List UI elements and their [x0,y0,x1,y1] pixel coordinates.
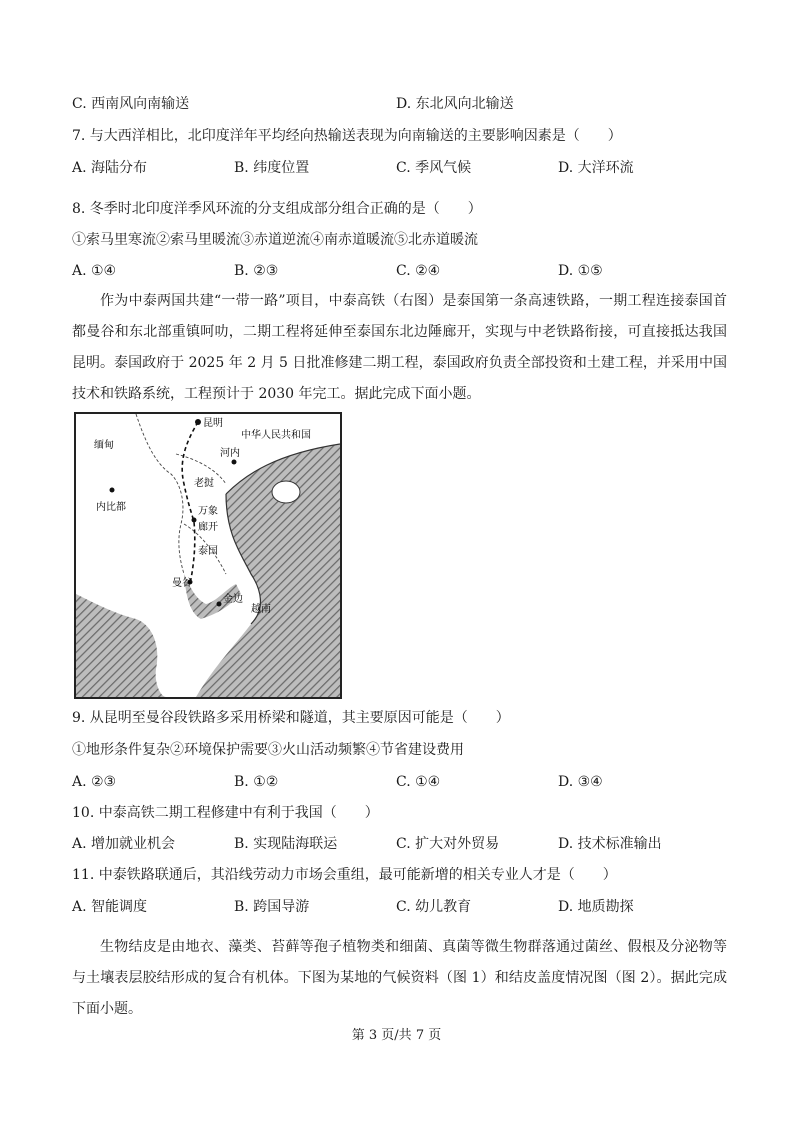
q8-items: ①索马里寒流②索马里暖流③赤道逆流④南赤道暖流⑤北赤道暖流 [72,232,478,248]
hanoi-dot [232,460,237,465]
q9-option-d: D. ③④ [558,774,603,790]
label-myanmar: 缅甸 [94,440,114,451]
phnompenh-dot [217,602,222,607]
label-vietnam: 越南 [251,604,271,615]
label-vientiane: 万象 [198,506,218,517]
kunming-dot [195,419,201,425]
page-number: 第 3 页/共 7 页 [351,1028,442,1043]
label-kunming: 昆明 [203,418,223,429]
q7-option-b: B. 纬度位置 [234,160,310,176]
q6-option-d: D. 东北风向北输送 [396,96,514,112]
q8-option-d: D. ①⑤ [558,263,603,279]
q9-option-b: B. ①② [234,774,279,790]
label-naypyidaw: 内比都 [96,502,126,513]
vientiane-dot [192,518,197,523]
q9-option-a: A. ②③ [72,774,117,790]
q9-option-c: C. ①④ [396,774,441,790]
q8-stem: 8. 冬季时北印度洋季风环流的分支组成部分组合正确的是（ ） [72,201,482,217]
naypyidaw-dot [110,488,115,493]
q11-option-d: D. 地质勘探 [558,899,634,915]
label-china: 中华人民共和国 [241,430,311,441]
q7-option-d: D. 大洋环流 [558,160,634,176]
passage-china-thailand-railway: 作为中泰两国共建“一带一路”项目，中泰高铁（右图）是泰国第一条高速铁路，一期工程连接泰国首都曼谷和东北部重镇呵叻，二期工程将延伸至泰国东北边陲廊开，实现与中老铁路衔接，可直接抵达我国昆明。泰国政府于 2025 年 2 月 5 日批准修建二期工程，泰国政府负责全部投资和土建工程，并采用中国技术和铁路系统，工程预计于 2030 年完工。据此完成下面小题。 [72,293,727,402]
label-bangkok: 曼谷 [172,578,192,589]
q9-items: ①地形条件复杂②环境保护需要③火山活动频繁④节省建设费用 [72,742,464,758]
q10-option-a: A. 增加就业机会 [72,836,176,852]
q11-option-b: B. 跨国导游 [234,899,310,915]
q11-option-c: C. 幼儿教育 [396,899,472,915]
label-phnompenh: 金边 [223,594,243,605]
label-langkai: 廊开 [198,522,218,533]
label-thailand: 泰国 [198,546,218,557]
passage-biological-crust: 生物结皮是由地衣、藻类、苔藓等孢子植物类和细菌、真菌等微生物群落通过菌丝、假根及分泌物等与土壤表层胶结形成的复合有机体。下图为某地的气候资料（图 1）和结皮盖度情况图（图 2）。据此完成下面小题。 [72,939,727,1017]
q11-stem: 11. 中泰铁路联通后，其沿线劳动力市场会重组，最可能新增的相关专业人才是（ ） [72,867,617,883]
q11-option-a: A. 智能调度 [72,899,148,915]
q8-option-a: A. ①④ [72,263,117,279]
q10-option-b: B. 实现陆海联运 [234,836,338,852]
map-figure [76,414,340,697]
q7-option-a: A. 海陆分布 [72,160,148,176]
q10-option-d: D. 技术标准输出 [558,836,662,852]
q7-option-c: C. 季风气候 [396,160,472,176]
q8-option-c: C. ②④ [396,263,441,279]
q9-stem: 9. 从昆明至曼谷段铁路多采用桥梁和隧道，其主要原因可能是（ ） [72,710,510,726]
hainan-island [272,481,300,503]
q7-stem: 7. 与大西洋相比，北印度洋年平均经向热输送表现为向南输送的主要影响因素是（ ） [72,128,622,144]
q6-option-c: C. 西南风向南输送 [72,96,190,112]
q8-option-b: B. ②③ [234,263,279,279]
railway-map [74,412,342,699]
label-laos: 老挝 [194,478,214,489]
label-hanoi: 河内 [220,448,240,459]
q10-option-c: C. 扩大对外贸易 [396,836,500,852]
q10-stem: 10. 中泰高铁二期工程修建中有利于我国（ ） [72,805,379,821]
